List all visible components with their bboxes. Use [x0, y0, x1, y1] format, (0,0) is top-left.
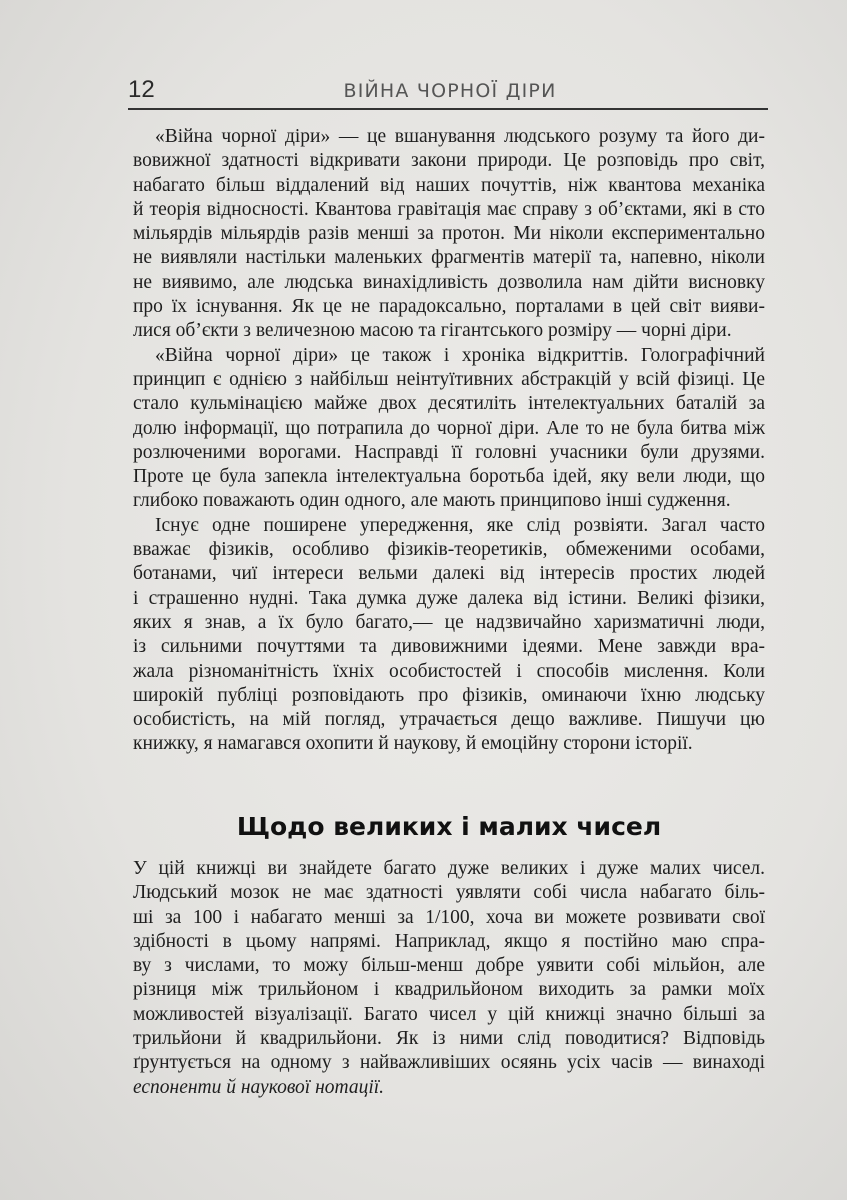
text-line: глибоко поважають один одного, але мають принципово інші судження. — [133, 490, 731, 512]
text-line: Проте це була запекла інтелектуальна боротьба ідей, яку вели люди, що — [133, 466, 765, 488]
text-line: широкій публіці розповідають про фізиків, оминаючи їхню людську — [133, 684, 765, 706]
text-line: яких я знав, а їх було багато,— це надзвичайно харизматичні люди, — [133, 611, 765, 633]
text-line: трильйони й квадрильйони. Як із ними слід поводитися? Відповідь — [133, 1028, 765, 1050]
text-line: вовижної здатності відкривати закони природи. Це розповідь про світ, — [133, 150, 765, 172]
text-line: особистість, на мій погляд, утрачається дещо важливе. Пишучи цю — [133, 709, 765, 731]
text-line: можливостей візуалізації. Багато чисел у цій книжці значно більші за — [133, 1003, 765, 1025]
text-line: Людський мозок не має здатності уявляти собі числа набагато біль- — [133, 882, 765, 904]
running-title: ВІЙНА ЧОРНОЇ ДІРИ — [343, 80, 557, 102]
text-line: не виявляли настільки маленьких фрагментів матерії та, напевно, ніколи — [133, 247, 765, 269]
text-line: У цій книжці ви знайдете багато дуже великих і дуже малих чисел. — [133, 858, 765, 879]
text-line: стало кульмінацією майже двох десятиліть інтелектуальних баталій за — [133, 393, 765, 415]
text-line: ші за 100 і набагато менші за 1/100, хоча ви можете розвивати свої — [133, 906, 765, 928]
text-line: еспоненти й наукової нотації. — [133, 1076, 385, 1098]
text-line: і страшенно нудні. Така думка дуже далека від істини. Великі фізики, — [133, 587, 765, 609]
header-rule — [128, 108, 768, 110]
text-line: із сильними почуттями та дивовижними ідеями. Мене завжди вра- — [133, 636, 765, 658]
text-line: не виявимо, але людська винахідливість дозволила нам дійти висновку — [133, 271, 765, 293]
text-line: долю інформації, що потрапила до чорної діри. Але то не була битва між — [133, 417, 765, 439]
body-text-section-2 — [133, 858, 765, 1101]
text-line: принцип є однією з найбільш неінтуїтивних абстракцій у всій фізиці. Це — [133, 368, 765, 390]
text-line: здібності в цьому напрямі. Наприклад, якщо я постійно маю спра- — [133, 930, 765, 952]
text-line: різниця між трильйоном і квадрильйоном виходить за рамки моїх — [133, 979, 765, 1001]
text-line: «Війна чорної діри» це також і хроніка відкриттів. Голографічний — [155, 344, 765, 366]
text-line: вважає фізиків, особливо фізиків-теоретиків, обмеженими особами, — [133, 539, 765, 561]
text-line: й теорія відносності. Квантова гравітація має справу з об’єктами, які в сто — [133, 198, 765, 220]
text-line: набагато більш віддалений від наших почуттів, ніж квантова механіка — [133, 174, 765, 196]
text-line: ґрунтується на одному з найважливіших осяянь усіх часів — винаході — [133, 1052, 765, 1074]
text-line: ву з числами, то можу більш-менш добре уявити собі мільйон, але — [133, 955, 765, 977]
page-number: 12 — [128, 76, 155, 103]
text-line: Існує одне поширене упередження, яке слід розвіяти. Загал часто — [155, 514, 765, 536]
text-line: ботанами, чиї інтереси вельми далекі від інтересів простих людей — [133, 563, 765, 585]
text-line: книжку, я намагався охопити й наукову, й емоційну сторони історії. — [133, 733, 693, 755]
text-line: лися об’єкти з величезною масою та гігантського розміру — чорні діри. — [133, 320, 732, 342]
body-text-section-1 — [133, 126, 765, 758]
text-line: «Війна чорної діри» — це вшанування людського розуму та його ди- — [155, 126, 765, 147]
text-line: жала різноманітність їхніх особистостей і способів мислення. Коли — [133, 660, 765, 682]
text-line: про їх існування. Як це не парадоксально, порталами в цей світ вияви- — [133, 296, 765, 318]
text-line: мільярдів мільярдів разів менші за протон. Ми ніколи експериментально — [133, 223, 765, 245]
text-line: розлюченими ворогами. Насправді її головні учасники були друзями. — [133, 441, 765, 463]
section-heading: Щодо великих і малих чисел — [236, 812, 662, 841]
